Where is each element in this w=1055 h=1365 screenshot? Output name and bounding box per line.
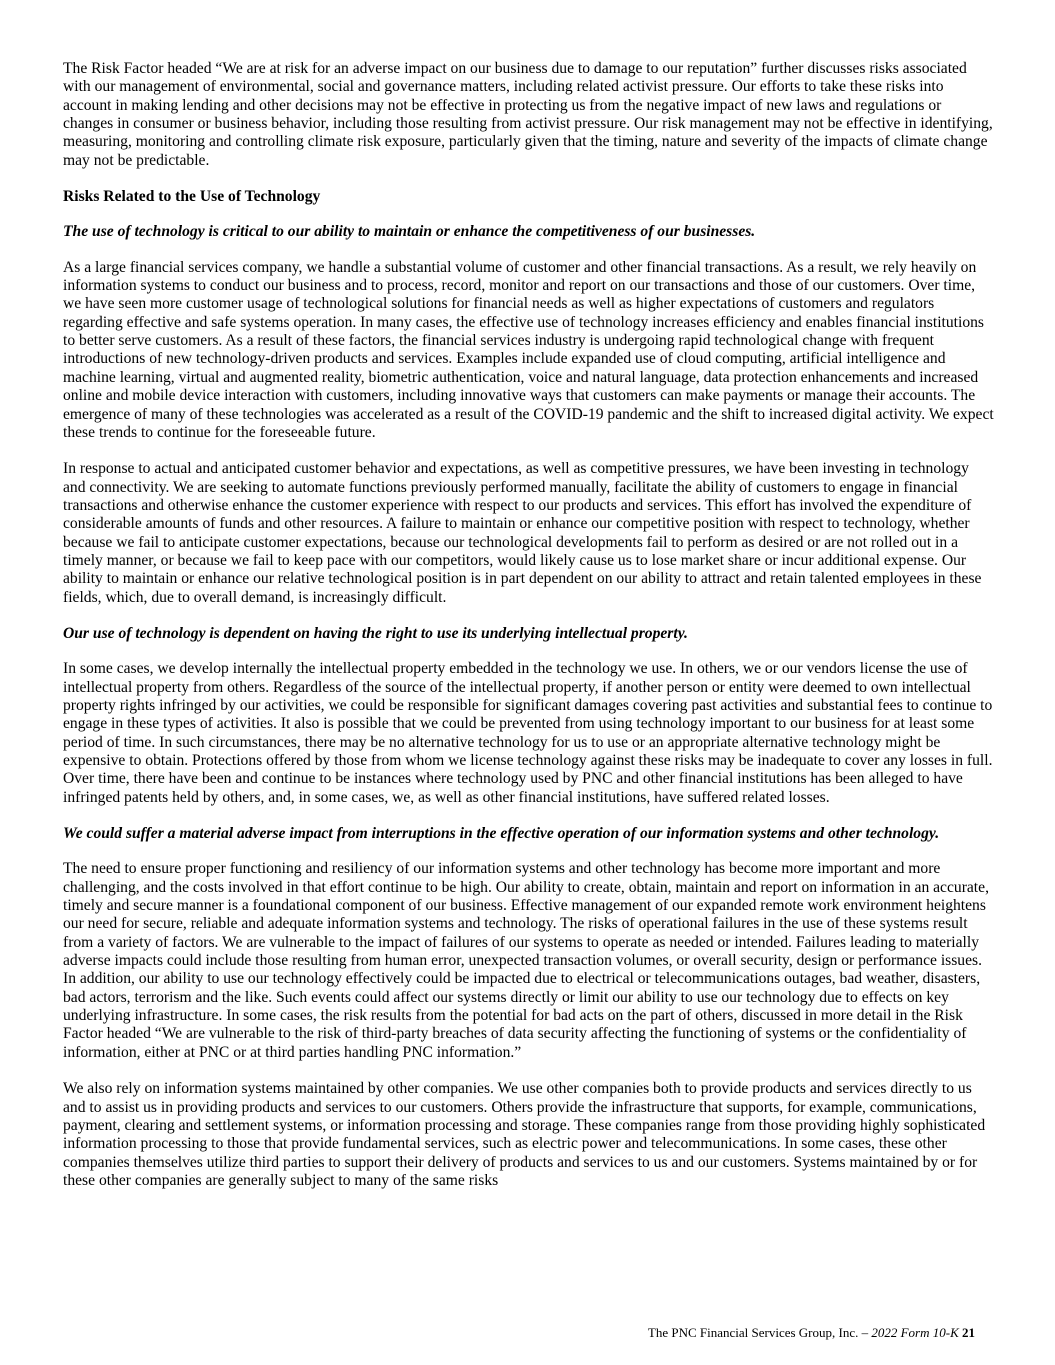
risk-heading-intellectual-property: Our use of technology is dependent on having the right to use its underlying intellectual property. <box>63 624 688 642</box>
document-body <box>63 60 995 1208</box>
paragraph-esg-risk: The Risk Factor headed “We are at risk for an adverse impact on our business due to damage to our reputation” further discusses risks associated with our management of environmental, social and governance matters, including related activist pressure. Our efforts to take these risks into account in making lending and other decisions may not be effective in protecting us from the negative impact of new laws and regulations or changes in consumer or business behavior, including those resulting from activist pressure. Our risk management may not be effective in identifying, measuring, monitoring and controlling climate risk exposure, particularly given that the timing, nature and severity of the impacts of climate change may not be predictable. <box>63 60 993 169</box>
footer-company: The PNC Financial Services Group, Inc. – <box>647 1325 869 1340</box>
footer-form: 2022 Form 10-K <box>871 1325 959 1340</box>
risk-heading-system-interruptions: We could suffer a material adverse impact from interruptions in the effective operation of our information systems and other technology. <box>63 825 940 843</box>
paragraph-technology-usage: As a large financial services company, we handle a substantial volume of customer and other financial transactions. As a result, we rely heavily on information systems to conduct our business and to process, record, monitor and report on our transactions and those of our customers. Over time, we have seen more customer usage of technological solutions for financial needs as well as higher expectations of customers and regulators regarding effective and safe systems operation. In many cases, the effective use of technology increases efficiency and enables financial institutions to better serve customers. As a result of these factors, the financial services industry is undergoing rapid technological change with frequent introductions of new technology-driven products and services. Examples include expanded use of cloud computing, artificial intelligence and machine learning, virtual and augmented reality, biometric authentication, voice and natural language, data protection enhancements and increased online and mobile device interaction with customers, including innovative ways that customers can make payments or manage their accounts. The emergence of many of these technologies was accelerated as a result of the COVID-19 pandemic and the shift to increased digital activity. We expect these trends to continue for the foreseeable future. <box>63 258 994 441</box>
paragraph-third-party-systems: We also rely on information systems maintained by other companies. We use other companies both to provide products and services directly to us and to assist us in providing products and services to our customers. Others provide the infrastructure that supports, for example, communications, payment, clearing and settlement systems, or information processing and storage. These companies range from those providing highly sophisticated information processing to those that provide fundamental services, such as electric power and telecommunications. In some cases, these other companies themselves utilize third parties to support their delivery of products and services to us and our customers. Systems maintained by or for these other companies are generally subject to many of the same risks <box>63 1080 986 1189</box>
paragraph-technology-investment: In response to actual and anticipated customer behavior and expectations, as well as competitive pressures, we have been investing in technology and connectivity. We are seeking to automate functions previously performed manually, facilitate the ability of customers to engage in financial transactions and otherwise enhance the customer experience with respect to our products and services. This effort has involved the expenditure of considerable amounts of funds and other resources. A failure to maintain or enhance our competitive position with respect to technology, whether because we fail to anticipate customer expectations, because our technological developments fail to perform as desired or are not rolled out in a timely manner, or because we fail to keep pace with our competitors, would likely cause us to lose market share or incur additional expense. Our ability to maintain or enhance our relative technological position is in part dependent on our ability to attract and retain talented employees in these fields, which, due to overall demand, is increasingly difficult. <box>63 460 982 606</box>
risk-heading-technology-critical: The use of technology is critical to our ability to maintain or enhance the competitiveness of our businesses. <box>63 223 756 241</box>
paragraph-intellectual-property: In some cases, we develop internally the intellectual property embedded in the technology we use. In others, we or our vendors license the use of intellectual property from others. Regardless of the source of the intellectual property, if another person or entity were deemed to own intellectual property rights infringed by our activities, we could be responsible for significant damages covering past activities and substantial fees to continue to engage in these types of activities. It also is possible that we could be prevented from using technology important to our business for at least some period of time. In such circumstances, there may be no alternative technology for us to use or an appropriate alternative technology might be expensive to obtain. Protections offered by those from whom we license technology against these risks may be inadequate to cover any losses in full. Over time, there have been and continue to be instances where technology used by PNC and other financial institutions has been alleged to have infringed patents held by others, and, in some cases, we, as well as other financial institutions, have suffered related losses. <box>63 660 993 806</box>
footer-page-number: 21 <box>962 1325 975 1340</box>
paragraph-system-resiliency: The need to ensure proper functioning and resiliency of our information systems and other technology has become more important and more challenging, and the costs involved in that effort continue to be high. Our ability to create, obtain, maintain and report on information in an accurate, timely and secure manner is a foundational component of our business. Effective management of our expanded remote work environment heightens our need for secure, reliable and adequate information systems and technology. The risks of operational failures in the use of these systems result from a variety of factors. We are vulnerable to the impact of failures of our systems to operate as needed or intended. Failures leading to materially adverse impacts could include those resulting from human error, unexpected transaction volumes, or overall security, design or performance issues. In addition, our ability to use our technology effectively could be impacted due to electrical or telecommunications outages, bad weather, disasters, bad actors, terrorism and the like. Such events could affect our systems directly or limit our ability to use our technology due to effects on key underlying infrastructure. In some cases, the risk results from the potential for bad acts on the part of others, discussed in more detail in the Risk Factor headed “We are vulnerable to the risk of third-party breaches of data security affecting the functioning of systems or the confidentiality of information, either at PNC or at third parties handling PNC information.” <box>63 860 989 1061</box>
page-footer <box>648 1325 975 1341</box>
section-heading-technology-risks: Risks Related to the Use of Technology <box>63 188 321 206</box>
